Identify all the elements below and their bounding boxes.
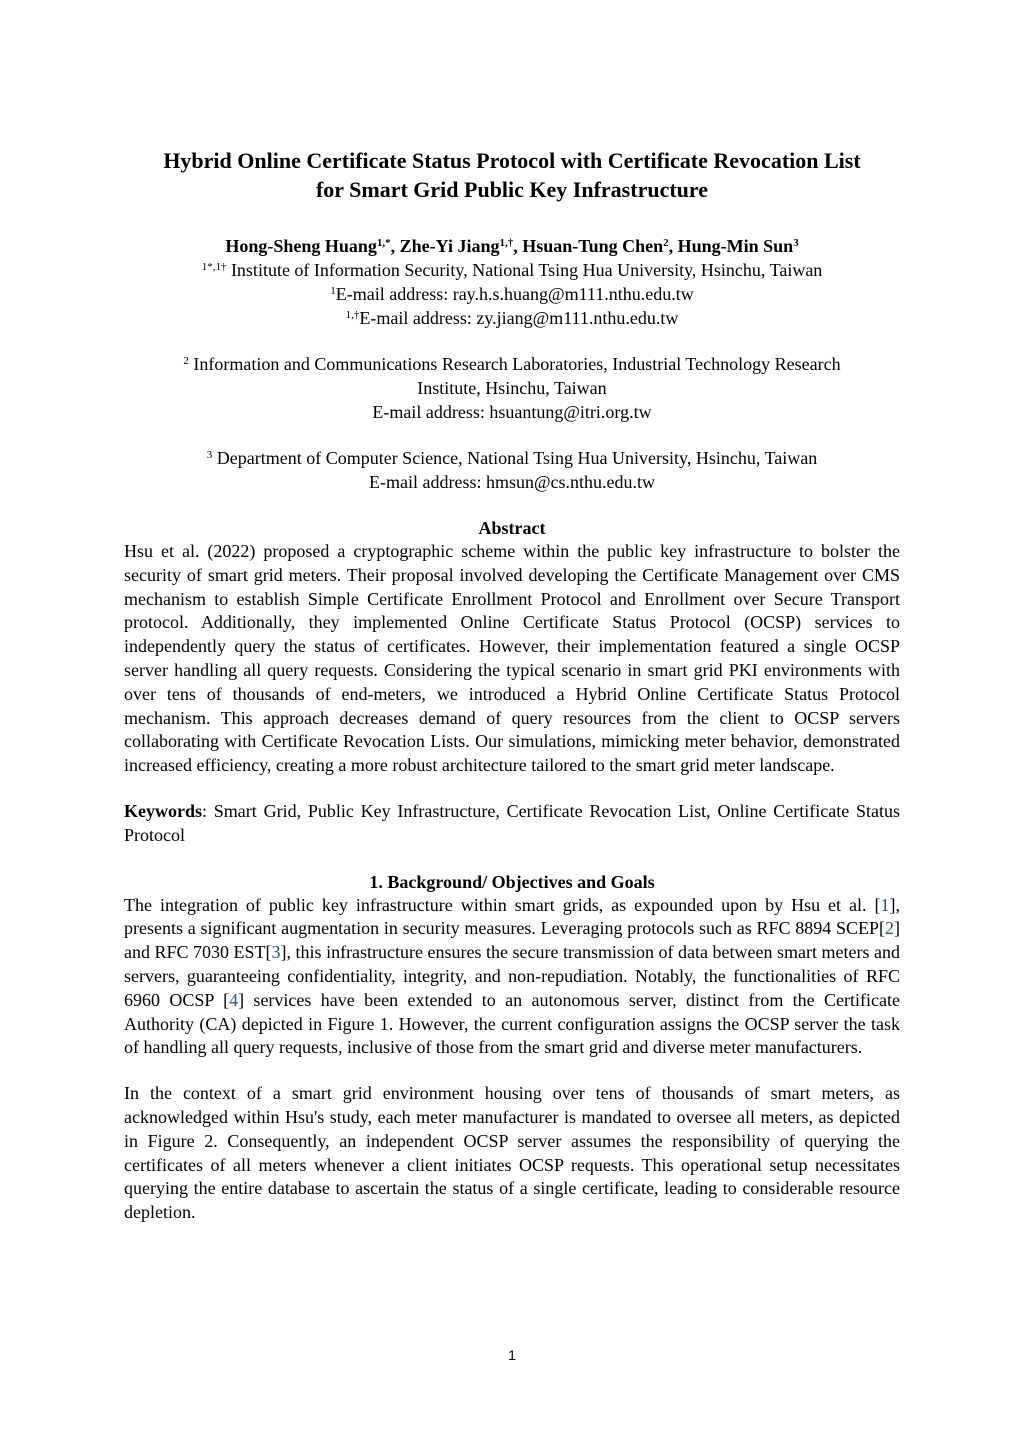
author-sup: 1,* [376,237,391,249]
page-number: 1 [508,1347,516,1363]
paragraph-last-line: certificate, leading to considerable resource depletion. [124,1178,901,1223]
abstract-heading: Abstract [478,518,546,538]
keywords-text: : Smart Grid, Public Key Infrastructure, Certificate Revocation List, Online [202,800,767,821]
affiliation-1 [124,258,900,330]
author-name: Hong-Sheng Huang [225,236,377,256]
title-line-2: for Smart Grid Public Key Infrastructure [315,177,709,202]
author-name: Hsuan-Tung Chen [522,236,664,256]
email-address: E-mail address: ray.h.s.huang@m111.nthu.edu.tw [335,284,694,304]
affiliation-2 [124,352,900,424]
paragraph-text: ] and RFC 7030 EST[ [124,918,900,963]
author-name: Hung-Min Sun [677,236,794,256]
keywords-last-line: Certificate Status Protocol [124,800,901,845]
section-1-heading: 1. Background/ Objectives and Goals [369,871,655,892]
affiliation-sup: 3 [206,449,213,461]
author-sup: 1,† [499,237,514,249]
citation-link[interactable]: 2 [885,918,894,939]
author-name: Zhe-Yi Jiang [399,236,500,256]
author-sup: 3 [793,237,799,249]
page-content [124,146,900,1225]
paragraph-text: In the context of a smart grid environment housing over tens of thousands of smart meters, as acknowledged within Hsu's study, each meter manufacturer is mandated to oversee all meters, as depicted in Figure 2. Consequently, an independent OCSP server assumes the responsibility of querying the certificates of all meters whenever a client initiates OCSP requests. This operational setup necessitates querying the entire database to ascertain the status of a single [124,1083,900,1199]
affiliation-text: Department of Computer Science, National Tsing Hua University, Hsinchu, Taiwan [212,448,818,468]
paragraph-text: ], presents a significant augmentation in security measures. Leveraging protocols such as RFC 8894 SCEP[ [124,894,900,939]
email-address: E-mail address: hmsun@cs.nthu.edu.tw [368,472,656,492]
paragraph-text: ] services have been extended to an autonomous server, distinct from the Certificate Authority (CA) depicted in Figure 1. However, the current configuration assigns the OCSP server the task of handling all query [124,989,900,1058]
citation-link[interactable]: 3 [271,942,281,963]
author-sup: 2 [663,237,669,249]
author-list: Hong-Sheng Huang$^{1,*}$, Zhe-Yi Jiang$^{1,\dagger}$, Hsuan-Tung Chen$^2$, Hung-Min Sun$^3$ [225,236,799,256]
keywords-paragraph [124,800,900,848]
abstract-body [124,540,900,778]
abstract-text: Hsu et al. (2022) proposed a cryptographic scheme within the public key infrastructure to bolster the security of smart grid meters. Their proposal involved developing the Certificate Management over CMS mechanism to establish Simple Certificate Enrollment Protocol and Enrollment over Secure Transport protocol. Additionally, they implemented Online Certificate Status Protocol (OCSP) services to independently query the status of certificates. However, their implementation featured a single OCSP server handling all query requests. Considering the typical scenario in smart grid PKI environments with over tens of thousands of end-meters, we introduced a Hybrid Online Certificate Status Protocol mechanism. This approach decreases demand of query resources from the client to OCSP servers collaborating with Certificate Revocation Lists. Our simulations, mimicking meter behavior, demonstrated increased efficiency, creating a more robust architecture tailored to the smart grid meter [124,541,900,776]
abstract-last-line: landscape. [759,755,835,776]
section-1-paragraph-2 [124,1082,900,1225]
email-sup: 1,† [345,309,360,321]
section-1-paragraph-1 [124,894,900,1061]
title-line-1: Hybrid Online Certificate Status Protocol with Certificate Revocation List [163,148,861,173]
affiliation-text: Institute of Information Security, National Tsing Hua University, Hsinchu, Taiwan [226,260,823,280]
citation-link[interactable]: 1 [880,894,890,915]
affiliation-3 [124,446,900,494]
paper-title [124,146,900,204]
paragraph-last-line: requests, inclusive of those from the smart grid and diverse meter manufacturers. [278,1037,863,1058]
paragraph-text: ], this infrastructure ensures the secure transmission of data between smart meters and servers, guaranteeing confidentiality, integrity, and non-repudiation. Notably, the functionalities of RFC 6960 OCSP [ [124,942,900,1010]
citation-link[interactable]: 4 [229,989,239,1010]
affiliation-sup: 2 [183,355,189,367]
email-sup: 1 [330,285,336,297]
affiliation-text: Information and Communications Research Laboratories, Industrial Technology Research [188,354,841,374]
affiliation-sup: 1*,1† [201,261,227,273]
email-address: E-mail address: hsuantung@itri.org.tw [372,402,652,422]
paragraph-text: The integration of public key infrastructure within smart grids, as expounded upon by Hsu et al. [ [124,894,881,915]
affiliation-text: Institute, Hsinchu, Taiwan [417,378,607,398]
email-address: E-mail address: zy.jiang@m111.nthu.edu.tw [359,308,679,328]
keywords-label: Keywords [124,800,202,821]
